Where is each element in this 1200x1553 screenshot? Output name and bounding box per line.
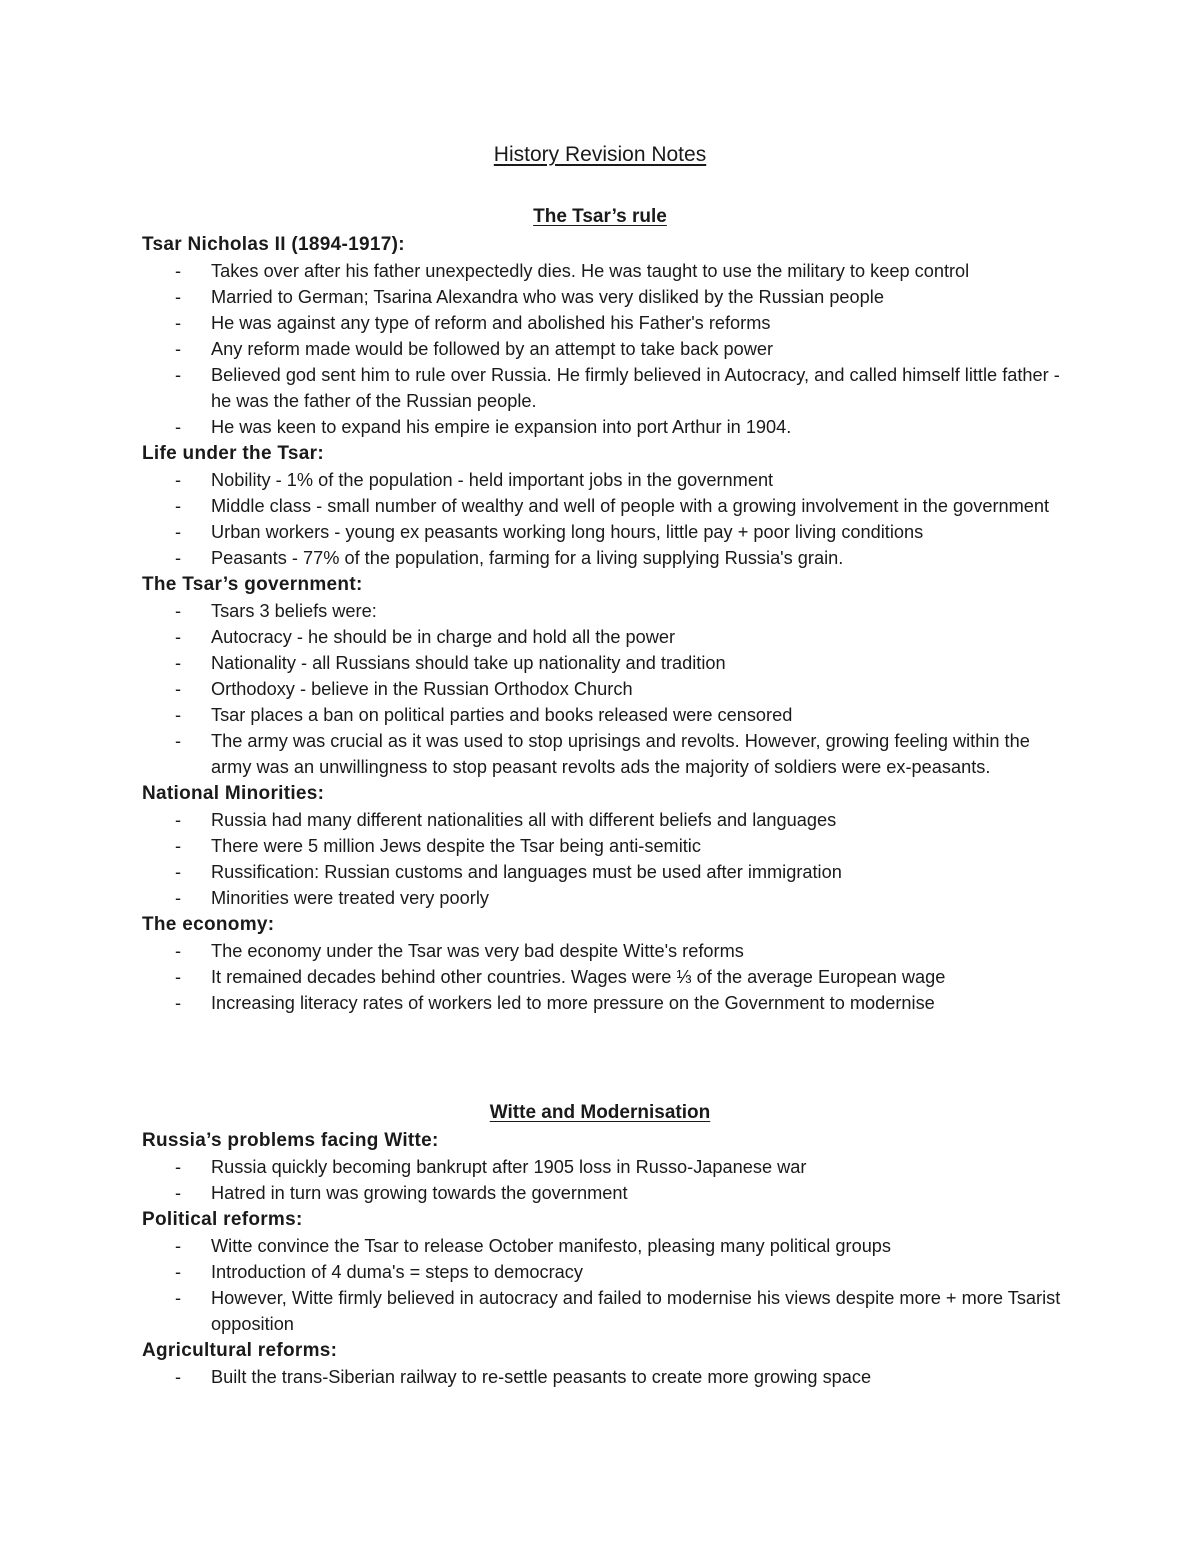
bullet-list: [0, 258, 1200, 440]
list-item: - Believed god sent him to rule over Russia. He firmly believed in Autocracy, and called himself little father - he was the father of the Russian people.: [175, 365, 1060, 411]
bullet-text: Autocracy - he should be in charge and hold all the power: [211, 627, 676, 647]
list-item: - Takes over after his father unexpectedly dies. He was taught to use the military to keep control: [175, 261, 970, 281]
subsection-heading-economy: The economy:: [142, 914, 275, 935]
bullet-text: Married to German; Tsarina Alexandra who was very disliked by the Russian people: [211, 287, 884, 307]
bullet-text: Peasants - 77% of the population, farming for a living supplying Russia's grain.: [211, 548, 844, 568]
list-item: - The army was crucial as it was used to stop uprisings and revolts. However, growing feeling within the army was an unwillingness to stop peasant revolts ads the majority of soldiers were ex-peasants.: [175, 731, 1030, 777]
list-item: - Russia had many different nationalities all with different beliefs and languages: [175, 810, 837, 830]
bullet-text: Nationality - all Russians should take up nationality and tradition: [211, 653, 726, 673]
bullet-text: The army was crucial as it was used to stop uprisings and revolts. However, growing feeling within the army was an unwillingness to stop peasant revolts ads the majority of soldiers were ex-peasants.: [211, 731, 1030, 777]
list-item: - Introduction of 4 duma's = steps to democracy: [175, 1262, 583, 1282]
section-title: Witte and Modernisation: [489, 1102, 711, 1123]
bullet-list: [0, 1364, 1200, 1390]
subsection-heading-tsars-government: The Tsar’s government:: [142, 574, 363, 595]
list-item: - It remained decades behind other countries. Wages were ⅓ of the average European wage: [175, 967, 946, 987]
bullet-text: However, Witte firmly believed in autocracy and failed to modernise his views despite more + more Tsarist opposition: [211, 1288, 1061, 1334]
bullet-text: Believed god sent him to rule over Russia. He firmly believed in Autocracy, and called himself little father - he was the father of the Russian people.: [211, 365, 1060, 411]
bullet-text: There were 5 million Jews despite the Tsar being anti-semitic: [211, 836, 701, 856]
bullet-text: Tsar places a ban on political parties and books released were censored: [211, 705, 793, 725]
bullet-list: [0, 1233, 1200, 1337]
bullet-list: [0, 467, 1200, 571]
list-item: - The economy under the Tsar was very bad despite Witte's reforms: [175, 941, 744, 961]
list-item: - Russification: Russian customs and languages must be used after immigration: [175, 862, 842, 882]
bullet-text: Built the trans-Siberian railway to re-settle peasants to create more growing space: [211, 1367, 872, 1387]
section-tsars-rule: [0, 203, 1200, 1016]
bullet-text: Middle class - small number of wealthy and well of people with a growing involvement in the government: [211, 496, 1050, 516]
section-witte-modernisation: [0, 1099, 1200, 1390]
document-title: History Revision Notes: [493, 143, 707, 166]
list-item: - Tsar places a ban on political parties and books released were censored: [175, 705, 793, 725]
subsection-heading-national-minorities: National Minorities:: [142, 783, 325, 804]
list-item: - Any reform made would be followed by an attempt to take back power: [175, 339, 774, 359]
list-item: - Nobility - 1% of the population - held important jobs in the government: [175, 470, 774, 490]
list-item: - Minorities were treated very poorly: [175, 888, 489, 908]
bullet-list: [0, 598, 1200, 780]
bullet-text: It remained decades behind other countries. Wages were ⅓ of the average European wage: [211, 967, 946, 987]
bullet-text: He was against any type of reform and abolished his Father's reforms: [211, 313, 771, 333]
subsection-heading-agricultural-reforms: Agricultural reforms:: [142, 1340, 338, 1361]
bullet-text: The economy under the Tsar was very bad despite Witte's reforms: [211, 941, 744, 961]
list-item: - He was keen to expand his empire ie expansion into port Arthur in 1904.: [175, 417, 792, 437]
bullet-text: Witte convince the Tsar to release October manifesto, pleasing many political groups: [211, 1236, 892, 1256]
bullet-text: Takes over after his father unexpectedly dies. He was taught to use the military to keep control: [211, 261, 970, 281]
list-item: - Autocracy - he should be in charge and hold all the power: [175, 627, 676, 647]
list-item: - Russia quickly becoming bankrupt after 1905 loss in Russo-Japanese war: [175, 1157, 807, 1177]
bullet-text: Hatred in turn was growing towards the government: [211, 1183, 628, 1203]
bullet-text: Tsars 3 beliefs were:: [211, 601, 377, 621]
section-title: The Tsar’s rule: [533, 206, 667, 227]
bullet-text: He was keen to expand his empire ie expansion into port Arthur in 1904.: [211, 417, 792, 437]
bullet-text: Russia had many different nationalities all with different beliefs and languages: [211, 810, 837, 830]
bullet-text: Russification: Russian customs and languages must be used after immigration: [211, 862, 842, 882]
bullet-list: [0, 938, 1200, 1016]
bullet-text: Increasing literacy rates of workers led to more pressure on the Government to modernise: [211, 993, 935, 1013]
list-item: - Orthodoxy - believe in the Russian Orthodox Church: [175, 679, 633, 699]
list-item: - Witte convince the Tsar to release October manifesto, pleasing many political groups: [175, 1236, 892, 1256]
bullet-text: Introduction of 4 duma's = steps to democracy: [211, 1262, 583, 1282]
bullet-list: [0, 807, 1200, 911]
bullet-text: Orthodoxy - believe in the Russian Orthodox Church: [211, 679, 633, 699]
list-item: - Hatred in turn was growing towards the government: [175, 1183, 628, 1203]
list-item: - Tsars 3 beliefs were:: [175, 601, 377, 621]
list-item: - Middle class - small number of wealthy and well of people with a growing involvement in the government: [175, 496, 1050, 516]
list-item: - He was against any type of reform and abolished his Father's reforms: [175, 313, 771, 333]
bullet-list: [0, 1154, 1200, 1206]
subsection-heading-life-under-tsar: Life under the Tsar:: [142, 443, 324, 464]
bullet-text: Russia quickly becoming bankrupt after 1905 loss in Russo-Japanese war: [211, 1157, 807, 1177]
list-item: - Married to German; Tsarina Alexandra who was very disliked by the Russian people: [175, 287, 884, 307]
list-item: - Peasants - 77% of the population, farming for a living supplying Russia's grain.: [175, 548, 844, 568]
subsection-heading-political-reforms: Political reforms:: [142, 1209, 303, 1230]
list-item: - There were 5 million Jews despite the Tsar being anti-semitic: [175, 836, 701, 856]
bullet-text: Any reform made would be followed by an attempt to take back power: [211, 339, 774, 359]
list-item: - Nationality - all Russians should take up nationality and tradition: [175, 653, 726, 673]
subsection-heading-tsar-nicholas: Tsar Nicholas II (1894-1917):: [142, 234, 405, 255]
bullet-text: Minorities were treated very poorly: [211, 888, 489, 908]
bullet-text: Urban workers - young ex peasants working long hours, little pay + poor living conditions: [211, 522, 924, 542]
list-item: - Built the trans-Siberian railway to re-settle peasants to create more growing space: [175, 1367, 872, 1387]
list-item: - Urban workers - young ex peasants working long hours, little pay + poor living conditions: [175, 522, 924, 542]
list-item: - However, Witte firmly believed in autocracy and failed to modernise his views despite more + more Tsarist opposition: [175, 1288, 1061, 1334]
bullet-text: Nobility - 1% of the population - held important jobs in the government: [211, 470, 774, 490]
list-item: - Increasing literacy rates of workers led to more pressure on the Government to modernise: [175, 993, 935, 1013]
subsection-heading-russias-problems: Russia’s problems facing Witte:: [142, 1130, 439, 1151]
